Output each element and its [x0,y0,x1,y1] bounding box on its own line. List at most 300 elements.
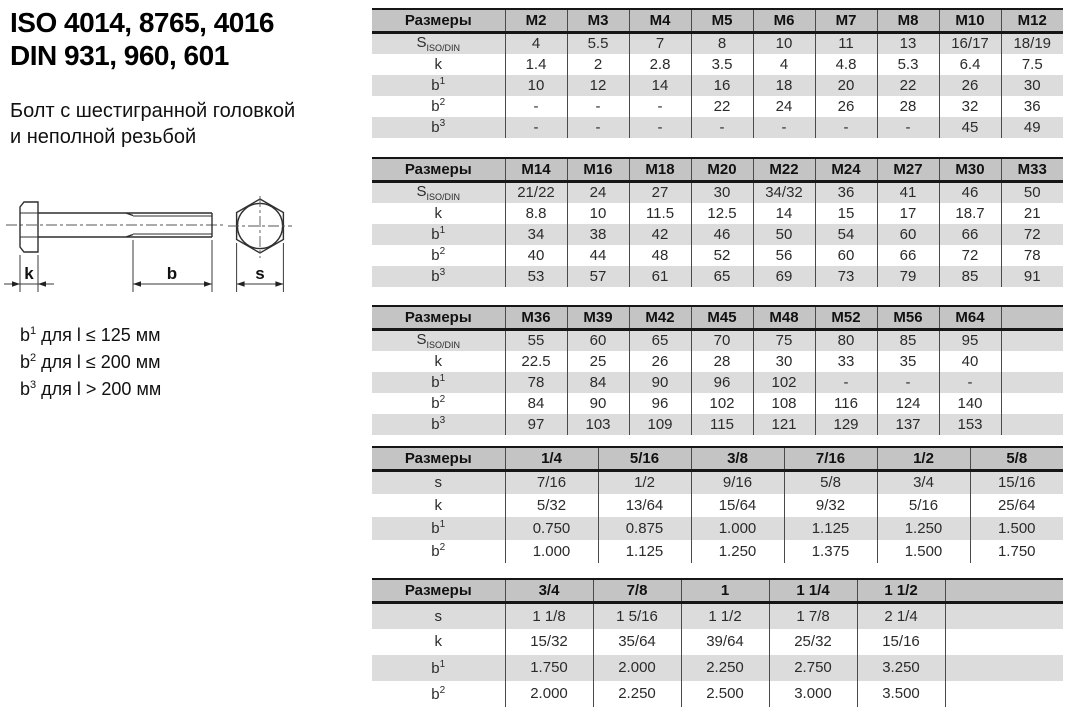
header-row [372,447,1063,471]
value-cell: 140 [939,393,1001,414]
value-cell: 85 [877,330,939,351]
value-cell: 25/64 [970,494,1063,517]
size-table-inch-small [372,446,1063,563]
value-cell: 25 [567,351,629,372]
value-cell: 90 [629,372,691,393]
value-cell: 30 [691,182,753,203]
value-cell: 84 [505,393,567,414]
value-cell: 55 [505,330,567,351]
row-label-superscript: 1 [439,373,446,384]
size-column-header: 5/8 [970,447,1063,471]
row-label-base: b [431,543,440,560]
value-cell: 1.125 [784,517,877,540]
row-label [372,203,505,224]
value-cell: 41 [877,182,939,203]
table-row [372,655,1063,681]
row-label-header: Размеры [372,306,505,330]
size-column-header [1001,306,1063,330]
value-cell: 79 [877,266,939,287]
value-cell: 90 [567,393,629,414]
metric-table-m36-m64 [372,305,1063,435]
value-cell: 54 [815,224,877,245]
value-cell: 102 [691,393,753,414]
bolt-technical-drawing [0,188,330,323]
row-label-superscript: 1 [439,225,446,236]
size-column-header: M27 [877,158,939,182]
value-cell [945,603,1063,629]
value-cell: 28 [691,351,753,372]
value-cell: 70 [691,330,753,351]
size-column-header: M16 [567,158,629,182]
value-cell: 4.8 [815,54,877,75]
row-label-base: S [416,34,427,52]
row-label [372,224,505,245]
row-label-superscript: 2 [439,684,446,696]
value-cell: 57 [567,266,629,287]
value-cell: 9/16 [691,471,784,494]
row-label-base: b [431,685,440,703]
value-cell: - [815,372,877,393]
value-cell: 13/64 [598,494,691,517]
value-cell: 14 [753,203,815,224]
row-label [372,629,505,655]
row-label-base: b [431,416,440,433]
row-label-base: b [431,395,440,412]
value-cell: 0.875 [598,517,691,540]
note-b1 [20,320,161,346]
header-row [372,158,1063,182]
value-cell: 2.250 [593,681,681,707]
size-column-header: M8 [877,9,939,33]
value-cell: 2.8 [629,54,691,75]
row-label-base: b [431,520,440,537]
value-cell: - [629,96,691,117]
value-cell: 42 [629,224,691,245]
value-cell: 2.250 [681,655,769,681]
row-label [372,603,505,629]
table-row [372,96,1063,117]
size-column-header: M64 [939,306,1001,330]
note-b2-sup: 2 [30,352,37,364]
value-cell: - [567,117,629,138]
value-cell: 17 [877,203,939,224]
value-cell: 5/16 [877,494,970,517]
value-cell: 33 [815,351,877,372]
value-cell: 60 [815,245,877,266]
row-label [372,330,505,351]
table-row [372,681,1063,707]
value-cell: 15 [815,203,877,224]
value-cell: 85 [939,266,1001,287]
value-cell: 5.5 [567,33,629,54]
size-column-header: M42 [629,306,691,330]
value-cell: 102 [753,372,815,393]
size-column-header: M48 [753,306,815,330]
row-label-base: b [431,659,440,677]
value-cell: 7/16 [505,471,598,494]
size-column-header: M30 [939,158,1001,182]
dimension-label-k: k [24,264,34,283]
row-label [372,96,505,117]
row-label-base: b [431,247,440,264]
row-label-base: S [416,183,427,201]
value-cell: 96 [629,393,691,414]
value-cell: 21 [1001,203,1063,224]
row-label [372,75,505,96]
standard-title-iso: ISO 4014, 8765, 4016 [10,7,274,38]
left-panel [10,6,368,150]
value-cell [1001,351,1063,372]
row-label-superscript: 2 [439,394,446,405]
value-cell: 4 [505,33,567,54]
note-b2 [20,347,161,373]
row-label-base: b [431,119,440,136]
note-b2-base: b [20,352,31,372]
row-label-base: s [434,607,442,625]
value-cell: 35/64 [593,629,681,655]
table-row [372,540,1063,563]
s-arrow-left [237,281,245,287]
row-label [372,471,505,494]
size-column-header: 1 [681,579,769,603]
row-label-superscript: 1 [439,658,446,670]
value-cell: 35 [877,351,939,372]
value-cell: 24 [567,182,629,203]
value-cell: 3.250 [857,655,945,681]
size-table-inch-large [372,578,1063,707]
row-label-base: s [434,474,442,492]
subtitle-line-2: и неполной резьбой [10,126,197,148]
dimension-label-s: s [255,264,265,283]
value-cell: 22.5 [505,351,567,372]
size-column-header: 1 1/2 [857,579,945,603]
value-cell: 2 1/4 [857,603,945,629]
value-cell: 44 [567,245,629,266]
value-cell: - [753,117,815,138]
row-label-base: b [431,98,440,115]
bolt-head-outline [20,202,38,252]
s-arrow-right [275,281,283,287]
note-b1-text: для l ≤ 125 мм [36,325,161,345]
table-row [372,414,1063,435]
value-cell: 5.3 [877,54,939,75]
value-cell: - [877,117,939,138]
thread-length-notes [20,320,161,401]
value-cell [1001,414,1063,435]
size-column-header: M56 [877,306,939,330]
table-row [372,117,1063,138]
value-cell [945,681,1063,707]
table-row [372,182,1063,203]
row-label [372,681,505,707]
size-column-header: 1/2 [877,447,970,471]
row-label [372,54,505,75]
row-label-header: Размеры [372,9,505,33]
value-cell: 8 [691,33,753,54]
row-label-subscript: ISO/DIN [426,340,461,351]
value-cell: 10 [567,203,629,224]
value-cell: - [567,96,629,117]
size-column-header: M14 [505,158,567,182]
size-column-header: M3 [567,9,629,33]
value-cell: 21/22 [505,182,567,203]
row-label [372,393,505,414]
note-b3-sup: 3 [30,379,37,391]
size-column-header: M10 [939,9,1001,33]
value-cell: 153 [939,414,1001,435]
value-cell: 1.000 [505,540,598,563]
row-label-superscript: 1 [439,519,446,530]
value-cell: 60 [567,330,629,351]
value-cell: 116 [815,393,877,414]
row-label [372,33,505,54]
value-cell: 1.500 [877,540,970,563]
value-cell: 22 [691,96,753,117]
value-cell: 1 5/16 [593,603,681,629]
value-cell: 15/16 [857,629,945,655]
size-column-header: M39 [567,306,629,330]
value-cell: 1.375 [784,540,877,563]
value-cell: 4 [753,54,815,75]
inch-table-3-4-to-1-1-2 [372,578,1063,707]
row-label [372,540,505,563]
b-arrow-right [204,281,212,287]
value-cell [1001,372,1063,393]
value-cell: 1 7/8 [769,603,857,629]
note-b2-text: для l ≤ 200 мм [36,352,161,372]
value-cell: 80 [815,330,877,351]
value-cell: 32 [939,96,1001,117]
table-row [372,266,1063,287]
value-cell: 3.500 [857,681,945,707]
value-cell [1001,393,1063,414]
value-cell: - [815,117,877,138]
row-label [372,117,505,138]
value-cell: 2 [567,54,629,75]
value-cell: 1.750 [505,655,593,681]
row-label-superscript: 2 [439,97,446,108]
value-cell: 1.750 [970,540,1063,563]
value-cell: 16/17 [939,33,1001,54]
table-row [372,372,1063,393]
row-label [372,517,505,540]
value-cell: 5/8 [784,471,877,494]
value-cell: 20 [815,75,877,96]
value-cell: - [877,372,939,393]
value-cell: 12.5 [691,203,753,224]
value-cell: 18.7 [939,203,1001,224]
value-cell: 53 [505,266,567,287]
value-cell: 3.5 [691,54,753,75]
row-label-header: Размеры [372,579,505,603]
value-cell [945,655,1063,681]
table-row [372,603,1063,629]
value-cell: 115 [691,414,753,435]
size-column-header: 1 1/4 [769,579,857,603]
value-cell: 30 [1001,75,1063,96]
row-label [372,655,505,681]
value-cell: 1.250 [877,517,970,540]
row-label [372,494,505,517]
value-cell: 109 [629,414,691,435]
value-cell: 25/32 [769,629,857,655]
table-row [372,471,1063,494]
value-cell: 97 [505,414,567,435]
table-row [372,629,1063,655]
size-column-header: 7/16 [784,447,877,471]
value-cell: 18/19 [1001,33,1063,54]
value-cell: 39/64 [681,629,769,655]
size-column-header: 1/4 [505,447,598,471]
value-cell: 1.4 [505,54,567,75]
standard-title-din: DIN 931, 960, 601 [10,40,229,71]
size-column-header: M6 [753,9,815,33]
size-table-metric-m14-m33 [372,157,1063,287]
row-label [372,351,505,372]
metric-table-m14-m33 [372,157,1063,287]
value-cell: 2.500 [681,681,769,707]
value-cell: 16 [691,75,753,96]
row-label-superscript: 3 [439,118,446,129]
row-label-superscript: 3 [439,415,446,426]
value-cell: 2.750 [769,655,857,681]
value-cell [945,629,1063,655]
note-b3-text: для l > 200 мм [36,379,162,399]
value-cell: 6.4 [939,54,1001,75]
table-row [372,517,1063,540]
value-cell: 30 [753,351,815,372]
value-cell: 10 [505,75,567,96]
size-column-header: M5 [691,9,753,33]
value-cell: 34 [505,224,567,245]
value-cell: 18 [753,75,815,96]
note-b3 [20,374,161,400]
row-label [372,372,505,393]
row-label [372,245,505,266]
value-cell: 26 [939,75,1001,96]
value-cell: 11.5 [629,203,691,224]
header-row [372,9,1063,33]
value-cell: 11 [815,33,877,54]
value-cell: 1/2 [598,471,691,494]
row-label-header: Размеры [372,158,505,182]
size-column-header: M7 [815,9,877,33]
header-row [372,306,1063,330]
size-column-header: M52 [815,306,877,330]
value-cell: 75 [753,330,815,351]
value-cell: 22 [877,75,939,96]
row-label-superscript: 1 [439,76,446,87]
value-cell: 69 [753,266,815,287]
value-cell: 66 [877,245,939,266]
value-cell: 50 [753,224,815,245]
value-cell: 91 [1001,266,1063,287]
table-row [372,54,1063,75]
value-cell: 46 [939,182,1001,203]
value-cell: - [629,117,691,138]
table-row [372,330,1063,351]
b-arrow-left [133,281,141,287]
value-cell: 49 [1001,117,1063,138]
value-cell: 13 [877,33,939,54]
value-cell: 10 [753,33,815,54]
value-cell: 5/32 [505,494,598,517]
value-cell: 27 [629,182,691,203]
value-cell: 15/32 [505,629,593,655]
note-b1-base: b [20,325,31,345]
note-b1-sup: 1 [30,325,37,337]
row-label-base: S [416,331,427,349]
value-cell: 52 [691,245,753,266]
value-cell: 61 [629,266,691,287]
value-cell: 26 [815,96,877,117]
size-column-header: M4 [629,9,691,33]
value-cell: 65 [629,330,691,351]
value-cell: 24 [753,96,815,117]
value-cell: 46 [691,224,753,245]
size-column-header: M24 [815,158,877,182]
size-column-header: M33 [1001,158,1063,182]
value-cell: 1.500 [970,517,1063,540]
row-label-base: k [434,204,442,222]
header-row [372,579,1063,603]
value-cell: 2.000 [505,681,593,707]
row-label-base: b [431,226,440,243]
value-cell: 34/32 [753,182,815,203]
value-cell: 0.750 [505,517,598,540]
table-row [372,75,1063,96]
size-column-header: M12 [1001,9,1063,33]
value-cell: 103 [567,414,629,435]
value-cell: 72 [1001,224,1063,245]
value-cell: 72 [939,245,1001,266]
value-cell: 1.250 [691,540,784,563]
value-cell: 7.5 [1001,54,1063,75]
value-cell: 137 [877,414,939,435]
table-row [372,393,1063,414]
value-cell: 60 [877,224,939,245]
table-row [372,33,1063,54]
value-cell: 45 [939,117,1001,138]
table-row [372,203,1063,224]
value-cell: 1.000 [691,517,784,540]
value-cell: 8.8 [505,203,567,224]
table-row [372,245,1063,266]
row-label-subscript: ISO/DIN [426,192,461,203]
row-label-superscript: 3 [439,267,446,278]
value-cell: 38 [567,224,629,245]
row-label [372,414,505,435]
value-cell: 1 1/8 [505,603,593,629]
value-cell [1001,330,1063,351]
size-table-metric-m36-m64 [372,305,1063,435]
k-arrow-right [38,281,46,287]
value-cell: - [505,96,567,117]
value-cell: 65 [691,266,753,287]
value-cell: 78 [505,372,567,393]
value-cell: 96 [691,372,753,393]
row-label [372,182,505,203]
value-cell: 3/4 [877,471,970,494]
value-cell: 129 [815,414,877,435]
size-column-header: M18 [629,158,691,182]
row-label-base: b [431,77,440,94]
value-cell: 36 [1001,96,1063,117]
dimension-label-b: b [166,264,178,283]
value-cell: 121 [753,414,815,435]
value-cell: 66 [939,224,1001,245]
value-cell: 73 [815,266,877,287]
